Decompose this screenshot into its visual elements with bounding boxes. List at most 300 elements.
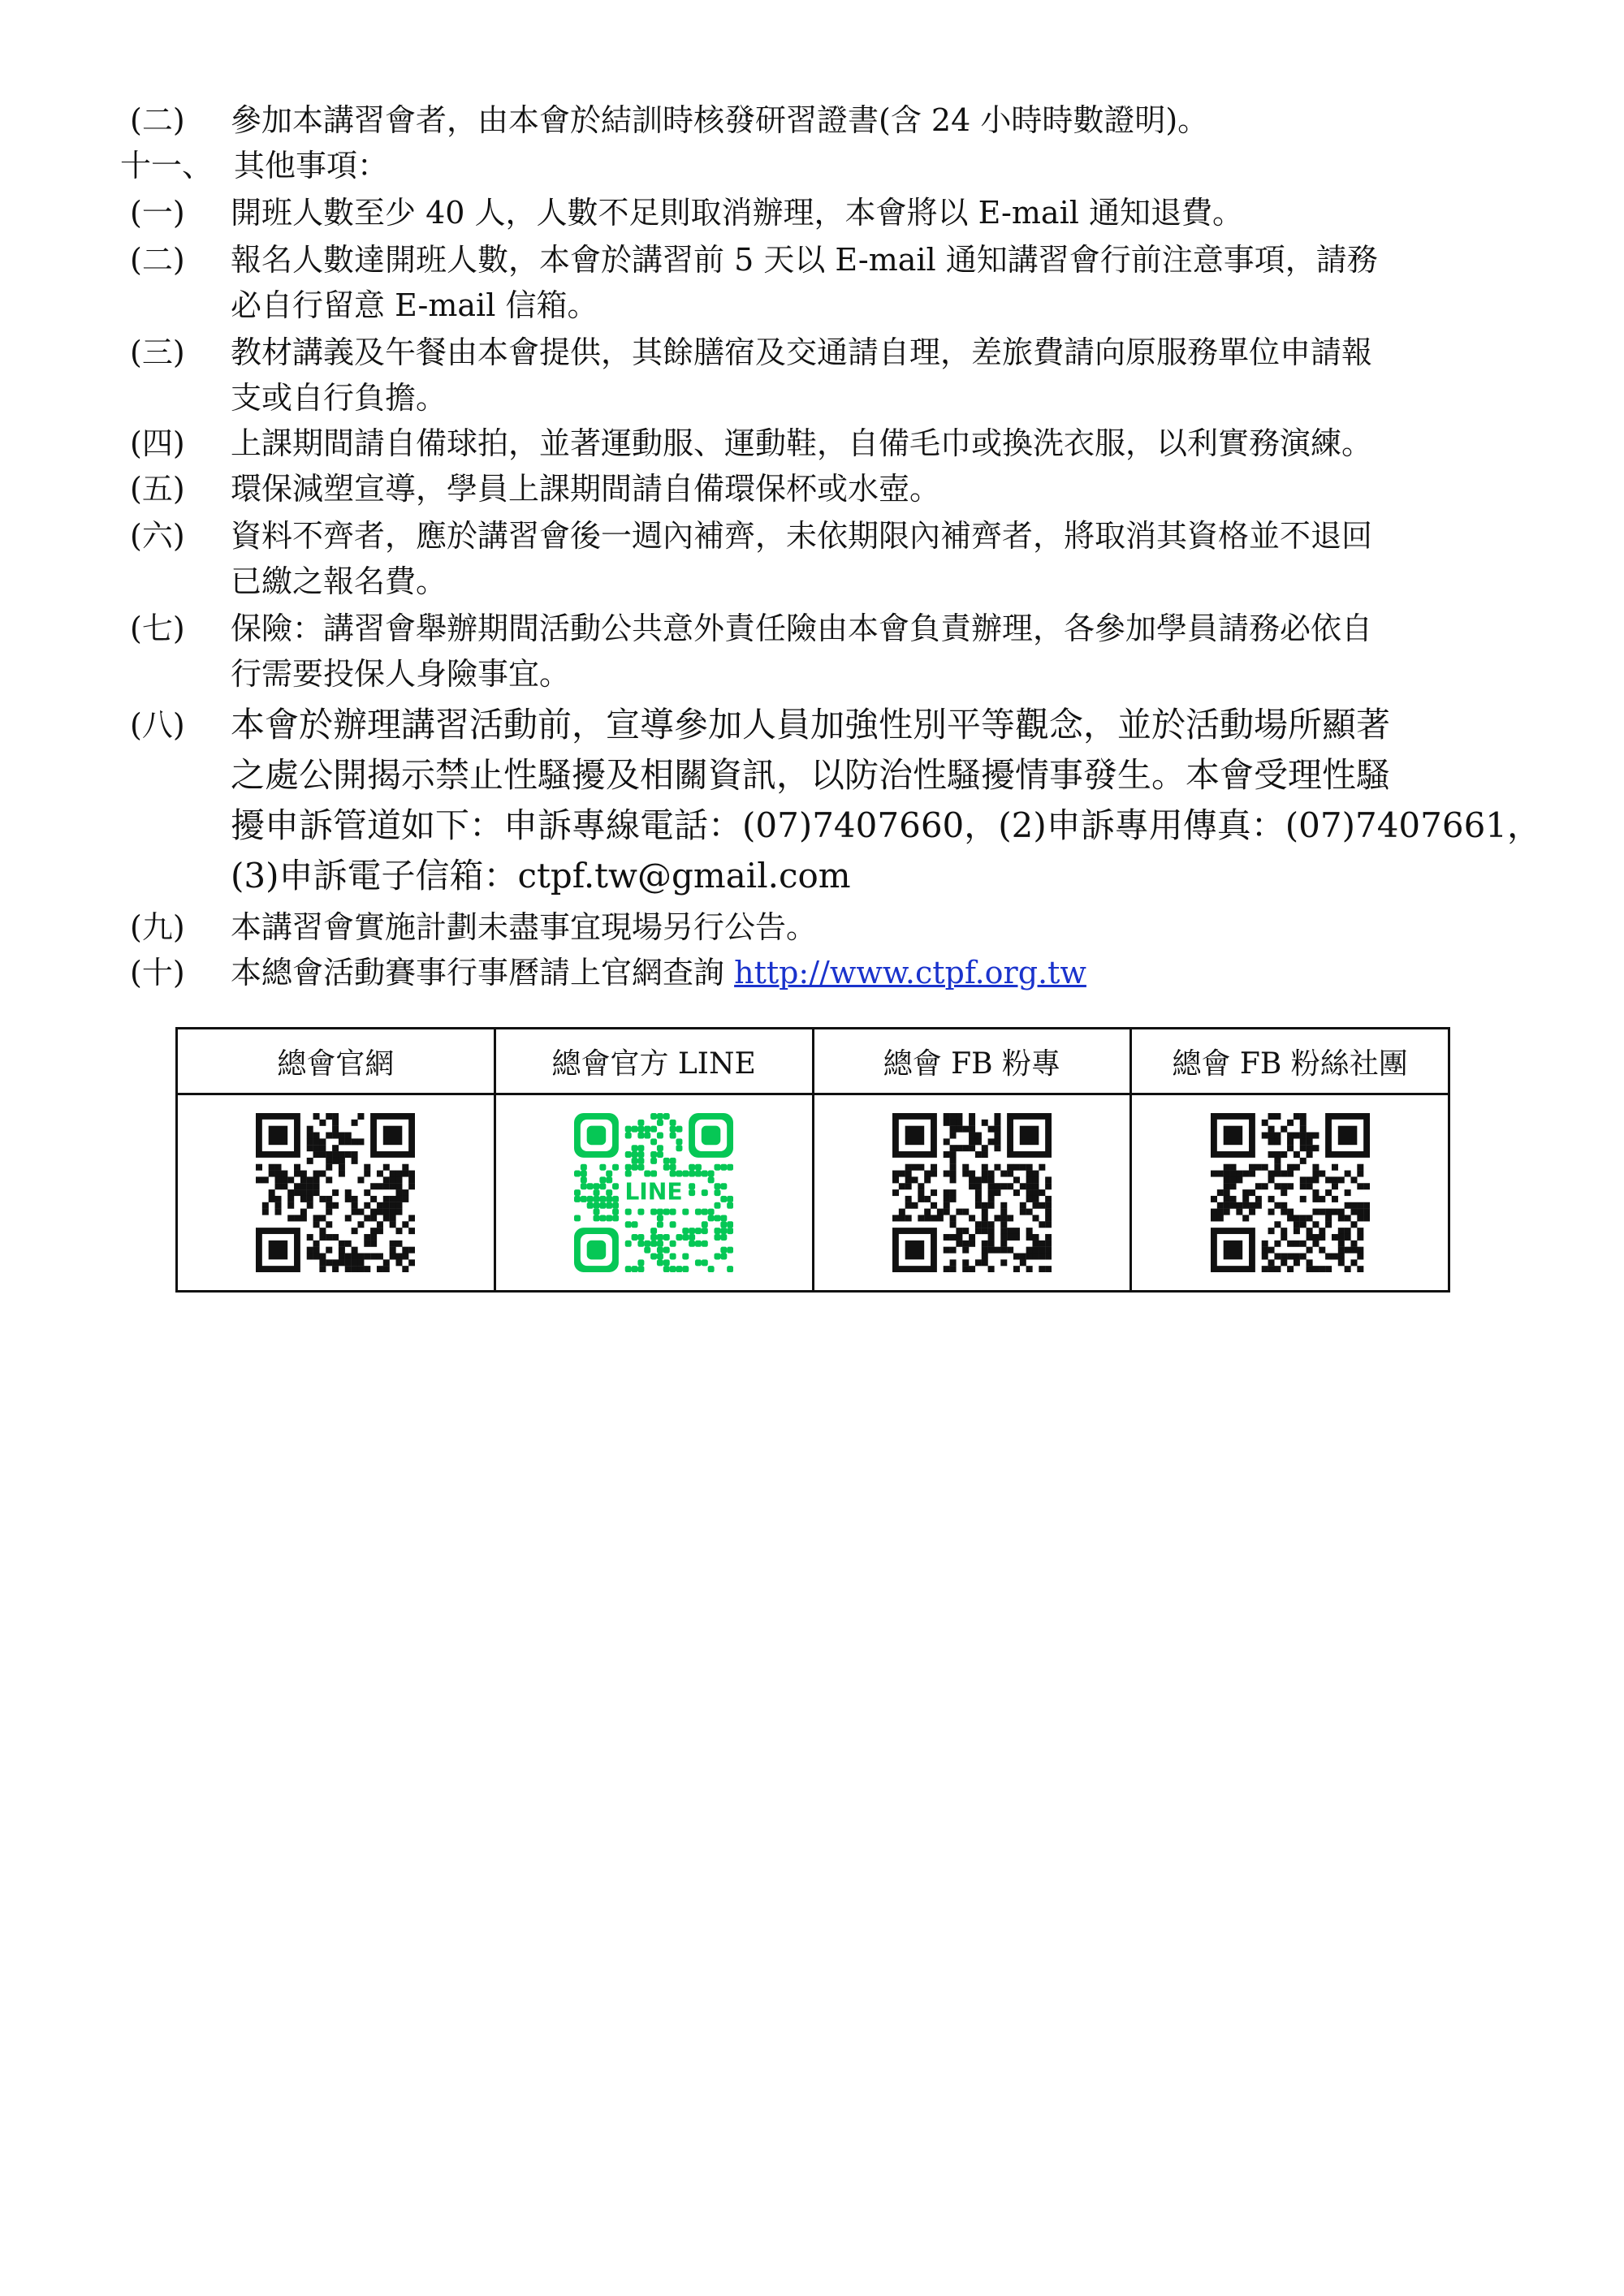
qr-module <box>1274 1113 1281 1120</box>
qr-module <box>1236 1202 1242 1209</box>
qr-module <box>1229 1164 1236 1171</box>
qr-module <box>1020 1183 1026 1189</box>
qr-module <box>403 1164 409 1171</box>
qr-module <box>663 1164 670 1171</box>
qr-module <box>365 1202 371 1209</box>
qr-module <box>612 1164 619 1171</box>
qr-module <box>695 1171 702 1177</box>
qr-module <box>962 1126 969 1133</box>
qr-module <box>1306 1145 1312 1151</box>
qr-module <box>969 1241 975 1247</box>
qr-module <box>1325 1215 1332 1221</box>
qr-finder-center <box>702 1126 721 1146</box>
qr-module <box>937 1209 944 1215</box>
qr-module <box>1306 1138 1312 1145</box>
qr-module <box>365 1215 371 1221</box>
qr-module <box>708 1176 715 1183</box>
qr-module <box>1281 1189 1287 1196</box>
qr-module <box>409 1171 416 1177</box>
qr-module <box>383 1266 390 1272</box>
qr-module <box>282 1171 288 1177</box>
qr-module <box>1007 1171 1013 1177</box>
qr-module <box>345 1253 352 1259</box>
qr-module <box>949 1266 956 1272</box>
qr-module <box>905 1176 912 1183</box>
qr-cell-website <box>177 1094 495 1292</box>
qr-module <box>612 1215 619 1221</box>
qr-module <box>1274 1266 1281 1272</box>
qr-module <box>644 1247 650 1254</box>
qr-module <box>892 1171 899 1177</box>
qr-module <box>708 1266 715 1272</box>
qr-module <box>1357 1228 1363 1234</box>
qr-module <box>949 1133 956 1139</box>
qr-module <box>969 1120 975 1126</box>
qr-module <box>638 1266 645 1272</box>
qr-module <box>987 1138 994 1145</box>
qr-module <box>944 1209 950 1215</box>
qr-module <box>1299 1253 1306 1259</box>
qr-module <box>1223 1189 1229 1196</box>
qr-module <box>1344 1215 1350 1221</box>
qr-module <box>632 1158 638 1164</box>
qr-module <box>644 1126 650 1133</box>
qr-module <box>307 1253 313 1259</box>
qr-module <box>370 1241 377 1247</box>
qr-module <box>632 1234 638 1241</box>
qr-module <box>1268 1151 1274 1158</box>
qr-module <box>638 1259 645 1266</box>
qr-module <box>663 1158 670 1164</box>
qr-module <box>1211 1209 1217 1215</box>
qr-module <box>1306 1133 1312 1139</box>
qr-module <box>409 1259 416 1266</box>
qr-module <box>262 1202 269 1209</box>
qr-module <box>657 1253 663 1259</box>
qr-module <box>987 1171 994 1177</box>
qr-module <box>1299 1133 1306 1139</box>
qr-module <box>1350 1259 1357 1266</box>
qr-module <box>650 1228 657 1234</box>
qr-module <box>339 1138 345 1145</box>
qr-module <box>352 1253 358 1259</box>
qr-module <box>1344 1234 1350 1241</box>
qr-module <box>313 1189 320 1196</box>
qr-module <box>1007 1234 1013 1241</box>
qr-module <box>599 1202 606 1209</box>
qr-module <box>1274 1202 1281 1209</box>
qr-module <box>708 1209 715 1215</box>
qr-module <box>300 1171 307 1177</box>
qr-module <box>320 1266 326 1272</box>
item-number: (二) <box>130 242 185 278</box>
qr-module <box>982 1164 988 1171</box>
qr-module <box>339 1133 345 1139</box>
qr-module <box>720 1164 727 1171</box>
qr-module <box>994 1215 1000 1221</box>
qr-module <box>727 1221 733 1228</box>
qr-module <box>956 1126 962 1133</box>
qr-module <box>987 1183 994 1189</box>
qr-module <box>1045 1253 1052 1259</box>
qr-module <box>1294 1259 1300 1266</box>
qr-module <box>650 1209 657 1215</box>
qr-module <box>969 1234 975 1241</box>
qr-module <box>962 1164 969 1171</box>
qr-module <box>1026 1171 1033 1177</box>
qr-module <box>587 1196 594 1202</box>
qr-module <box>574 1171 581 1177</box>
qr-module <box>332 1133 339 1139</box>
qr-code-fb-page-icon[interactable] <box>892 1113 1052 1272</box>
qr-module <box>326 1202 333 1209</box>
qr-module <box>1045 1266 1052 1272</box>
qr-module <box>326 1196 333 1202</box>
qr-module <box>396 1202 403 1209</box>
qr-module <box>345 1241 352 1247</box>
qr-module <box>1242 1189 1249 1196</box>
qr-module <box>676 1171 683 1177</box>
qr-module <box>1332 1176 1338 1183</box>
qr-module <box>275 1171 282 1177</box>
qr-module <box>320 1253 326 1259</box>
qr-module <box>256 1176 262 1183</box>
qr-module <box>1363 1202 1370 1209</box>
qr-module <box>370 1215 377 1221</box>
qr-module <box>1032 1215 1039 1221</box>
qr-module <box>982 1247 988 1254</box>
qr-module <box>358 1259 365 1266</box>
qr-module <box>994 1164 1000 1171</box>
qr-module <box>1274 1171 1281 1177</box>
qr-module <box>339 1151 345 1158</box>
qr-module <box>1319 1234 1325 1241</box>
qr-module <box>320 1196 326 1202</box>
qr-module <box>638 1133 645 1139</box>
qr-module <box>720 1221 727 1228</box>
qr-module <box>1312 1209 1319 1215</box>
qr-cell-fb-group <box>1131 1094 1449 1292</box>
qr-module <box>326 1158 333 1164</box>
qr-module <box>987 1228 994 1234</box>
qr-module <box>1306 1234 1312 1241</box>
qr-module <box>1261 1241 1268 1247</box>
qr-module <box>969 1215 975 1221</box>
qr-module <box>1216 1189 1223 1196</box>
qr-module <box>307 1183 313 1189</box>
qr-module <box>1045 1183 1052 1189</box>
qr-module <box>1223 1164 1229 1171</box>
qr-module <box>899 1215 905 1221</box>
qr-module <box>949 1259 956 1266</box>
item-text: 參加本講習會者，由本會於結訓時核發研習證書(含 24 小時時數證明)。 <box>231 102 1209 138</box>
qr-module <box>1242 1196 1249 1202</box>
qr-module <box>1357 1266 1363 1272</box>
qr-module <box>1312 1196 1319 1202</box>
qr-module <box>949 1247 956 1254</box>
qr-module <box>1026 1234 1033 1241</box>
qr-module <box>307 1158 313 1164</box>
qr-header-fb-group: 總會 FB 粉絲社團 <box>1131 1029 1449 1094</box>
qr-module <box>345 1138 352 1145</box>
qr-module <box>1261 1164 1268 1171</box>
qr-module <box>663 1234 670 1241</box>
qr-module <box>390 1171 396 1177</box>
qr-module <box>1013 1266 1020 1272</box>
qr-module <box>1255 1196 1262 1202</box>
qr-module <box>1000 1202 1007 1209</box>
qr-module <box>1344 1202 1350 1209</box>
qr-module <box>320 1171 326 1177</box>
qr-module <box>1229 1171 1236 1177</box>
qr-module <box>944 1138 950 1145</box>
qr-module <box>599 1196 606 1202</box>
qr-module <box>657 1241 663 1247</box>
qr-module <box>339 1241 345 1247</box>
qr-module <box>390 1247 396 1254</box>
qr-module <box>1325 1189 1332 1196</box>
qr-module <box>377 1171 383 1177</box>
qr-code-line-icon[interactable] <box>574 1113 733 1272</box>
qr-module <box>326 1164 333 1171</box>
qr-module <box>332 1259 339 1266</box>
qr-module <box>1229 1176 1236 1183</box>
qr-module <box>657 1145 663 1151</box>
qr-module <box>307 1234 313 1241</box>
qr-module <box>294 1189 300 1196</box>
qr-module <box>332 1151 339 1158</box>
qr-module <box>1337 1253 1344 1259</box>
qr-module <box>1268 1209 1274 1215</box>
qr-module <box>1039 1266 1045 1272</box>
qr-module <box>657 1234 663 1241</box>
website-link[interactable]: http://www.ctpf.org.tw <box>734 955 1086 990</box>
qr-module <box>1007 1247 1013 1254</box>
qr-module <box>727 1228 733 1234</box>
qr-module <box>383 1183 390 1189</box>
qr-module <box>625 1266 632 1272</box>
qr-module <box>1344 1171 1350 1177</box>
qr-module <box>332 1266 339 1272</box>
qr-finder-center <box>587 1241 607 1260</box>
qr-module <box>987 1221 994 1228</box>
qr-finder-center <box>1223 1241 1242 1260</box>
qr-module <box>975 1138 982 1145</box>
qr-module <box>1281 1253 1287 1259</box>
qr-module <box>632 1266 638 1272</box>
qr-module <box>962 1228 969 1234</box>
item-number: (二) <box>130 102 185 138</box>
qr-module <box>1229 1183 1236 1189</box>
qr-module <box>1268 1259 1274 1266</box>
qr-module <box>969 1138 975 1145</box>
qr-module <box>313 1133 320 1139</box>
qr-module <box>1045 1234 1052 1241</box>
qr-module <box>949 1126 956 1133</box>
qr-module <box>708 1171 715 1177</box>
qr-module <box>969 1176 975 1183</box>
qr-module <box>365 1189 371 1196</box>
qr-module <box>1337 1176 1344 1183</box>
qr-module <box>944 1202 950 1209</box>
qr-module <box>702 1228 708 1234</box>
qr-module <box>1299 1176 1306 1183</box>
qr-module <box>1000 1171 1007 1177</box>
qr-module <box>1229 1202 1236 1209</box>
qr-module <box>657 1120 663 1126</box>
qr-module <box>632 1221 638 1228</box>
qr-module <box>288 1196 295 1202</box>
qr-module <box>1242 1215 1249 1221</box>
qr-module <box>332 1113 339 1120</box>
qr-module <box>409 1176 416 1183</box>
qr-module <box>345 1259 352 1266</box>
qr-module <box>982 1151 988 1158</box>
qr-module <box>702 1209 708 1215</box>
qr-module <box>390 1253 396 1259</box>
qr-module <box>689 1171 695 1177</box>
qr-module <box>720 1247 727 1254</box>
qr-module <box>1287 1164 1294 1171</box>
qr-module <box>663 1209 670 1215</box>
qr-module <box>1045 1209 1052 1215</box>
qr-module <box>403 1247 409 1254</box>
qr-module <box>1216 1202 1223 1209</box>
qr-module <box>313 1241 320 1247</box>
qr-module <box>1045 1215 1052 1221</box>
qr-module <box>1032 1196 1039 1202</box>
qr-module <box>982 1221 988 1228</box>
qr-module <box>326 1209 333 1215</box>
qr-module <box>650 1126 657 1133</box>
qr-module <box>1274 1158 1281 1164</box>
qr-module <box>275 1183 282 1189</box>
qr-module <box>670 1253 676 1259</box>
qr-module <box>632 1151 638 1158</box>
qr-module <box>1026 1189 1033 1196</box>
qr-module <box>982 1209 988 1215</box>
qr-module <box>390 1209 396 1215</box>
qr-module <box>599 1164 606 1171</box>
qr-module <box>594 1196 600 1202</box>
qr-module <box>1312 1266 1319 1272</box>
qr-module <box>695 1209 702 1215</box>
qr-finder-center <box>905 1126 925 1146</box>
qr-module <box>1312 1171 1319 1177</box>
qr-module <box>1299 1215 1306 1221</box>
qr-module <box>663 1113 670 1120</box>
qr-code-website-icon[interactable] <box>256 1113 415 1272</box>
qr-module <box>1306 1266 1312 1272</box>
qr-module <box>594 1215 600 1221</box>
qr-module <box>987 1189 994 1196</box>
qr-module <box>606 1215 612 1221</box>
qr-module <box>403 1196 409 1202</box>
qr-module <box>670 1221 676 1228</box>
qr-module <box>1281 1126 1287 1133</box>
qr-module <box>390 1202 396 1209</box>
qr-finder-center <box>1223 1126 1242 1146</box>
qr-module <box>409 1228 416 1234</box>
qr-module <box>994 1113 1000 1120</box>
qr-module <box>396 1241 403 1247</box>
qr-module <box>1299 1145 1306 1151</box>
qr-module <box>307 1145 313 1151</box>
item-number: (十) <box>130 955 185 990</box>
qr-module <box>975 1228 982 1234</box>
qr-module <box>269 1171 275 1177</box>
qr-module <box>1261 1183 1268 1189</box>
qr-module <box>326 1133 333 1139</box>
qr-module <box>358 1266 365 1272</box>
qr-module <box>377 1253 383 1259</box>
qr-module <box>403 1171 409 1177</box>
qr-module <box>994 1145 1000 1151</box>
qr-finder-center <box>587 1126 607 1146</box>
qr-module <box>1000 1234 1007 1241</box>
qr-module <box>1261 1266 1268 1272</box>
qr-module <box>1013 1176 1020 1183</box>
qr-module <box>1332 1234 1338 1241</box>
qr-module <box>574 1215 581 1221</box>
qr-module <box>1000 1259 1007 1266</box>
qr-module <box>1357 1215 1363 1221</box>
line-badge-text: LINE <box>624 1178 683 1206</box>
qr-module <box>1268 1133 1274 1139</box>
qr-module <box>727 1202 733 1209</box>
qr-module <box>282 1176 288 1183</box>
qr-module <box>949 1164 956 1171</box>
qr-module <box>403 1221 409 1228</box>
qr-module <box>390 1221 396 1228</box>
qr-module <box>949 1196 956 1202</box>
qr-module <box>1032 1171 1039 1177</box>
qr-module <box>994 1138 1000 1145</box>
item-text-continued: 必自行留意 E-mail 信箱。 <box>231 287 598 323</box>
qr-module <box>383 1196 390 1202</box>
qr-module <box>1007 1228 1013 1234</box>
qr-module <box>345 1189 352 1196</box>
qr-module <box>670 1209 676 1215</box>
qr-module <box>1332 1164 1338 1171</box>
qr-module <box>638 1151 645 1158</box>
qr-module <box>1357 1234 1363 1241</box>
qr-module <box>962 1247 969 1254</box>
qr-module <box>606 1176 612 1183</box>
qr-module <box>987 1266 994 1272</box>
qr-module <box>390 1183 396 1189</box>
qr-module <box>1294 1113 1300 1120</box>
qr-module <box>390 1176 396 1183</box>
qr-module <box>1306 1215 1312 1221</box>
qr-module <box>390 1196 396 1202</box>
qr-code-fb-group-icon[interactable] <box>1211 1113 1370 1272</box>
qr-module <box>975 1133 982 1139</box>
qr-module <box>377 1183 383 1189</box>
qr-module <box>956 1234 962 1241</box>
qr-module <box>1039 1247 1045 1254</box>
qr-module <box>1299 1221 1306 1228</box>
qr-module <box>300 1215 307 1221</box>
qr-module <box>1229 1196 1236 1202</box>
qr-module <box>892 1189 899 1196</box>
qr-module <box>969 1266 975 1272</box>
qr-module <box>949 1171 956 1177</box>
qr-module <box>975 1259 982 1266</box>
qr-module <box>670 1158 676 1164</box>
qr-module <box>987 1247 994 1254</box>
qr-module <box>727 1247 733 1254</box>
